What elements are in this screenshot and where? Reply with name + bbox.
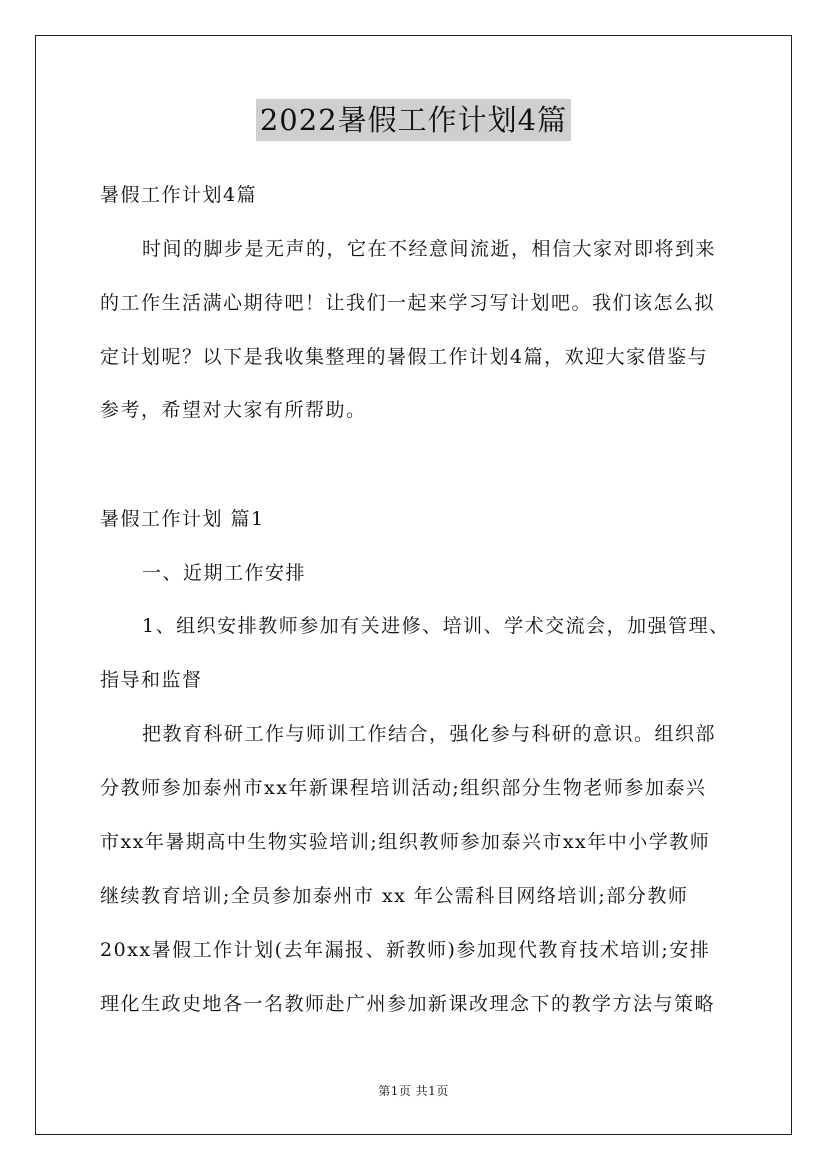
body-line: 把教育科研工作与师训工作结合，强化参与科研的意识。组织部	[142, 723, 717, 745]
intro-line: 参考，希望对大家有所帮助。	[100, 399, 367, 421]
section-heading: 暑假工作计划 篇1	[100, 508, 265, 530]
intro-line: 定计划呢？以下是我收集整理的暑假工作计划4篇，欢迎大家借鉴与	[100, 346, 709, 368]
body-line: 20xx暑假工作计划(去年漏报、新教师)参加现代教育技术培训;安排	[100, 939, 711, 961]
document-title: 2022暑假工作计划4篇	[256, 99, 571, 141]
body-line: 理化生政史地各一名教师赴广州参加新课改理念下的教学方法与策略	[100, 993, 716, 1015]
body-line: 市xx年暑期高中生物实验培训;组织教师参加泰兴市xx年中小学教师	[100, 831, 711, 853]
intro-line: 时间的脚步是无声的，它在不经意间流逝，相信大家对即将到来	[142, 238, 717, 260]
sub-heading: 一、近期工作安排	[142, 562, 307, 584]
document-subtitle: 暑假工作计划4篇	[100, 184, 258, 206]
body-line: 继续教育培训;全员参加泰州市 xx 年公需科目网络培训;部分教师	[100, 885, 689, 907]
title-container	[0, 99, 827, 141]
intro-line: 的工作生活满心期待吧！让我们一起来学习写计划吧。我们该怎么拟	[100, 292, 716, 314]
item-line: 指导和监督	[100, 669, 203, 691]
body-line: 分教师参加泰州市xx年新课程培训活动;组织部分生物老师参加泰兴	[100, 777, 707, 799]
item-line: 1、组织安排教师参加有关进修、培训、学术交流会，加强管理、	[142, 615, 730, 637]
page-number: 第1页 共1页	[378, 1084, 449, 1098]
